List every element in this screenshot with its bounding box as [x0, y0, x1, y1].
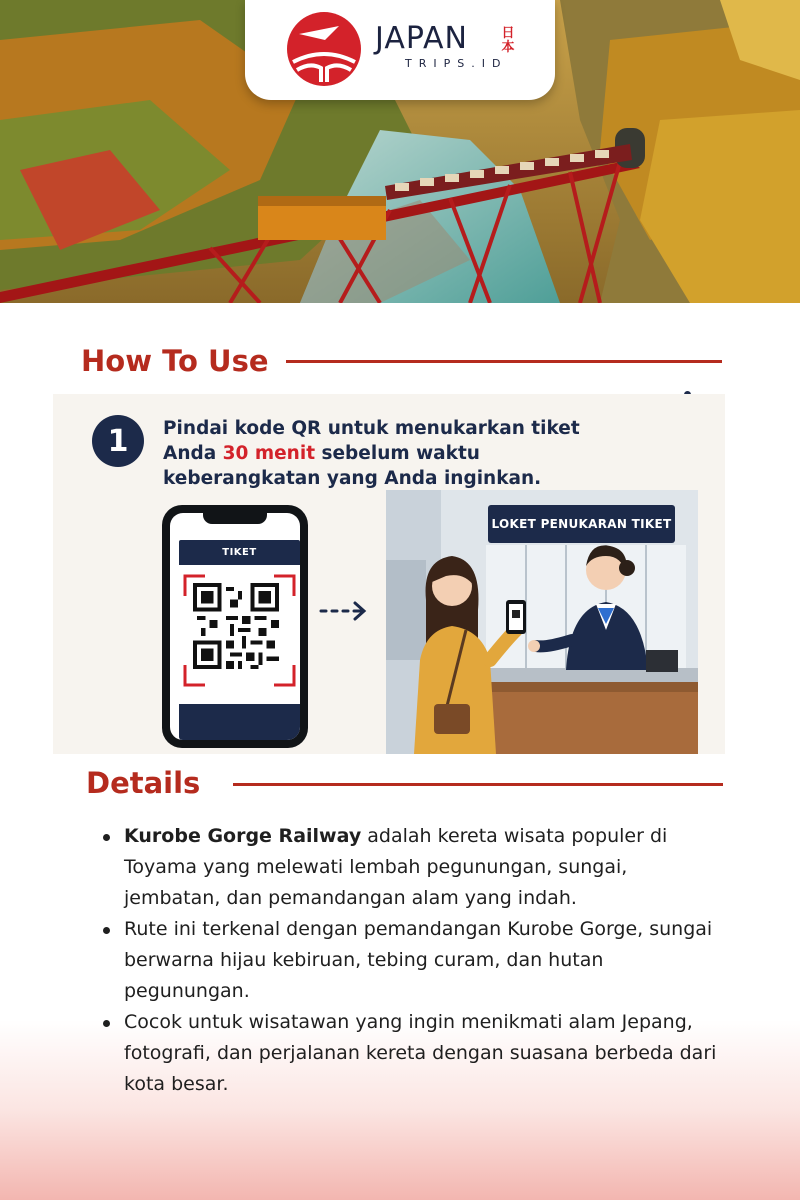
- ticket-footer: [179, 704, 300, 740]
- ticket-label: TIKET: [179, 540, 300, 565]
- details-title-rule: [233, 783, 723, 786]
- how-to-use-title: How To Use: [81, 344, 269, 378]
- how-to-use-title-rule: [286, 360, 722, 363]
- phone-notch: [203, 513, 267, 524]
- hero-photo: [0, 0, 800, 303]
- exchange-counter-illustration: [386, 490, 698, 754]
- details-item-text: Rute ini terkenal dengan pemandangan Kurobe Gorge, sungai berwarna hijau kebiruan, tebing curam, dan hutan pegunungan.: [124, 918, 713, 1002]
- how-to-use-panel: [53, 394, 725, 754]
- step-number-badge: 1: [92, 415, 144, 467]
- step-text-after: sebelum waktu keberangkatan yang Anda inginkan.: [163, 443, 542, 489]
- dashed-arrow-icon: [318, 600, 370, 622]
- brand-logo-card: [245, 0, 555, 100]
- phone-illustration: [162, 505, 308, 748]
- details-list: [100, 821, 720, 1100]
- qr-code-icon: [193, 583, 279, 669]
- ticket-body: [179, 565, 300, 702]
- details-item-bold: Kurobe Gorge Railway: [124, 825, 362, 847]
- japan-trips-logo-icon: [285, 10, 363, 88]
- step-text-before: Pindai kode QR untuk menukarkan tiket Anda: [163, 418, 580, 464]
- details-item: [100, 1007, 720, 1100]
- counter-sign: LOKET PENUKARAN TIKET: [488, 505, 675, 543]
- details-item: [100, 914, 720, 1007]
- details-item: [100, 821, 720, 914]
- step-instruction: [163, 416, 633, 491]
- details-title: Details: [86, 766, 201, 800]
- brand-name: JAPAN: [375, 21, 468, 56]
- phone-screen: [170, 513, 300, 740]
- step-text-highlight: 30 menit: [222, 443, 316, 464]
- details-item-text: Cocok untuk wisatawan yang ingin menikmati alam Jepang, fotografi, dan perjalanan kereta dengan suasana berbeda dari kota besar.: [124, 1011, 717, 1095]
- brand-kanji: 日本: [501, 26, 515, 55]
- details-item-text: adalah kereta wisata populer di Toyama yang melewati lembah pegunungan, sungai, jembatan, dan pemandangan alam yang indah.: [124, 825, 668, 909]
- brand-subtitle: TRIPS.ID: [405, 57, 508, 70]
